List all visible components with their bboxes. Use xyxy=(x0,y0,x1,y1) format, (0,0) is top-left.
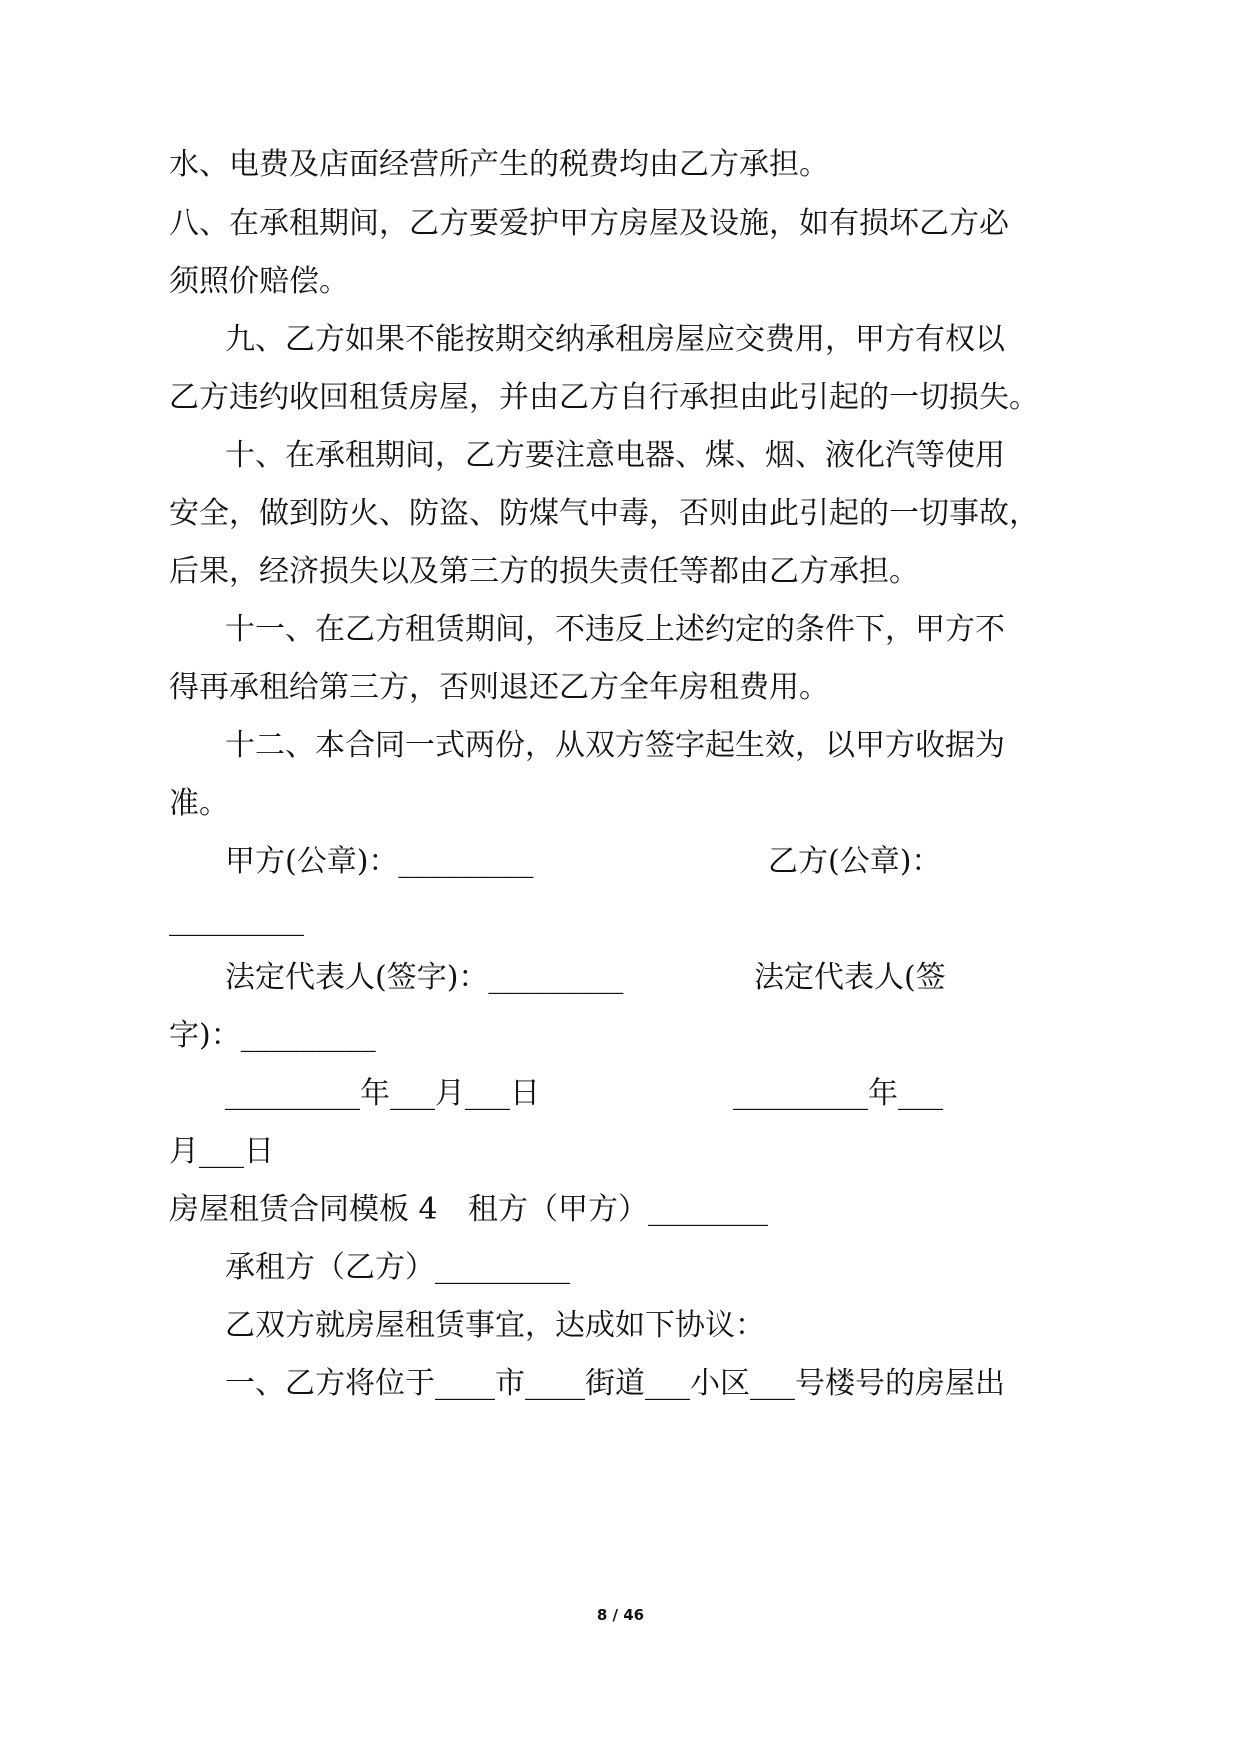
signature-date-row xyxy=(0,1074,1241,1114)
lessee-line: 承租方（乙方）_________ xyxy=(225,1250,570,1285)
paragraph-line: 八、在承租期间，乙方要爱护甲方房屋及设施，如有损坏乙方必 xyxy=(169,206,1009,241)
paragraph-line: 得再承租给第三方，否则退还乙方全年房租费用。 xyxy=(169,670,829,705)
date-b-cont: 月___日 xyxy=(169,1134,274,1169)
intro-line: 乙双方就房屋租赁事宜，达成如下协议： xyxy=(225,1308,765,1343)
lessor-line: 租方（甲方）________ xyxy=(468,1192,768,1227)
paragraph-line: 后果，经济损失以及第三方的损失责任等都由乙方承担。 xyxy=(169,554,919,589)
paragraph-line: 准。 xyxy=(169,786,229,821)
paragraph-line: 安全，做到防火、防盗、防煤气中毒，否则由此引起的一切事故， xyxy=(169,496,1039,531)
paragraph-line: 十一、在乙方租赁期间，不违反上述约定的条件下，甲方不 xyxy=(225,612,1005,647)
rep-b-cont: 字)：_________ xyxy=(169,1018,376,1053)
paragraph-line: 十二、本合同一式两份，从双方签字起生效，以甲方收据为 xyxy=(225,728,1005,763)
signature-rep-row xyxy=(0,958,1241,998)
paragraph-line: 水、电费及店面经营所产生的税费均由乙方承担。 xyxy=(169,147,829,182)
rep-b: 法定代表人(签 xyxy=(754,960,946,995)
paragraph-line: 九、乙方如果不能按期交纳承租房屋应交费用，甲方有权以 xyxy=(225,322,1005,357)
date-a: _________年___月___日 xyxy=(225,1076,540,1111)
party-b-seal-blank: _________ xyxy=(169,902,304,937)
date-b: _________年___ xyxy=(733,1076,943,1111)
paragraph-line: 须照价赔偿。 xyxy=(169,264,349,299)
template4-title-row xyxy=(0,1190,1241,1230)
page-number: 8 / 46 xyxy=(596,1606,645,1624)
signature-seal-row xyxy=(0,842,1241,882)
paragraph-line: 乙方违约收回租赁房屋，并由乙方自行承担由此引起的一切损失。 xyxy=(169,380,1039,415)
clause1-line: 一、乙方将位于____市____街道___小区___号楼号的房屋出 xyxy=(225,1366,1005,1401)
template4-title: 房屋租赁合同模板 4 xyxy=(169,1192,438,1227)
party-b-seal: 乙方(公章)： xyxy=(768,844,942,879)
rep-a: 法定代表人(签字)：_________ xyxy=(225,960,624,995)
paragraph-line: 十、在承租期间，乙方要注意电器、煤、烟、液化汽等使用 xyxy=(225,438,1005,473)
party-a-seal: 甲方(公章)：_________ xyxy=(225,844,534,879)
